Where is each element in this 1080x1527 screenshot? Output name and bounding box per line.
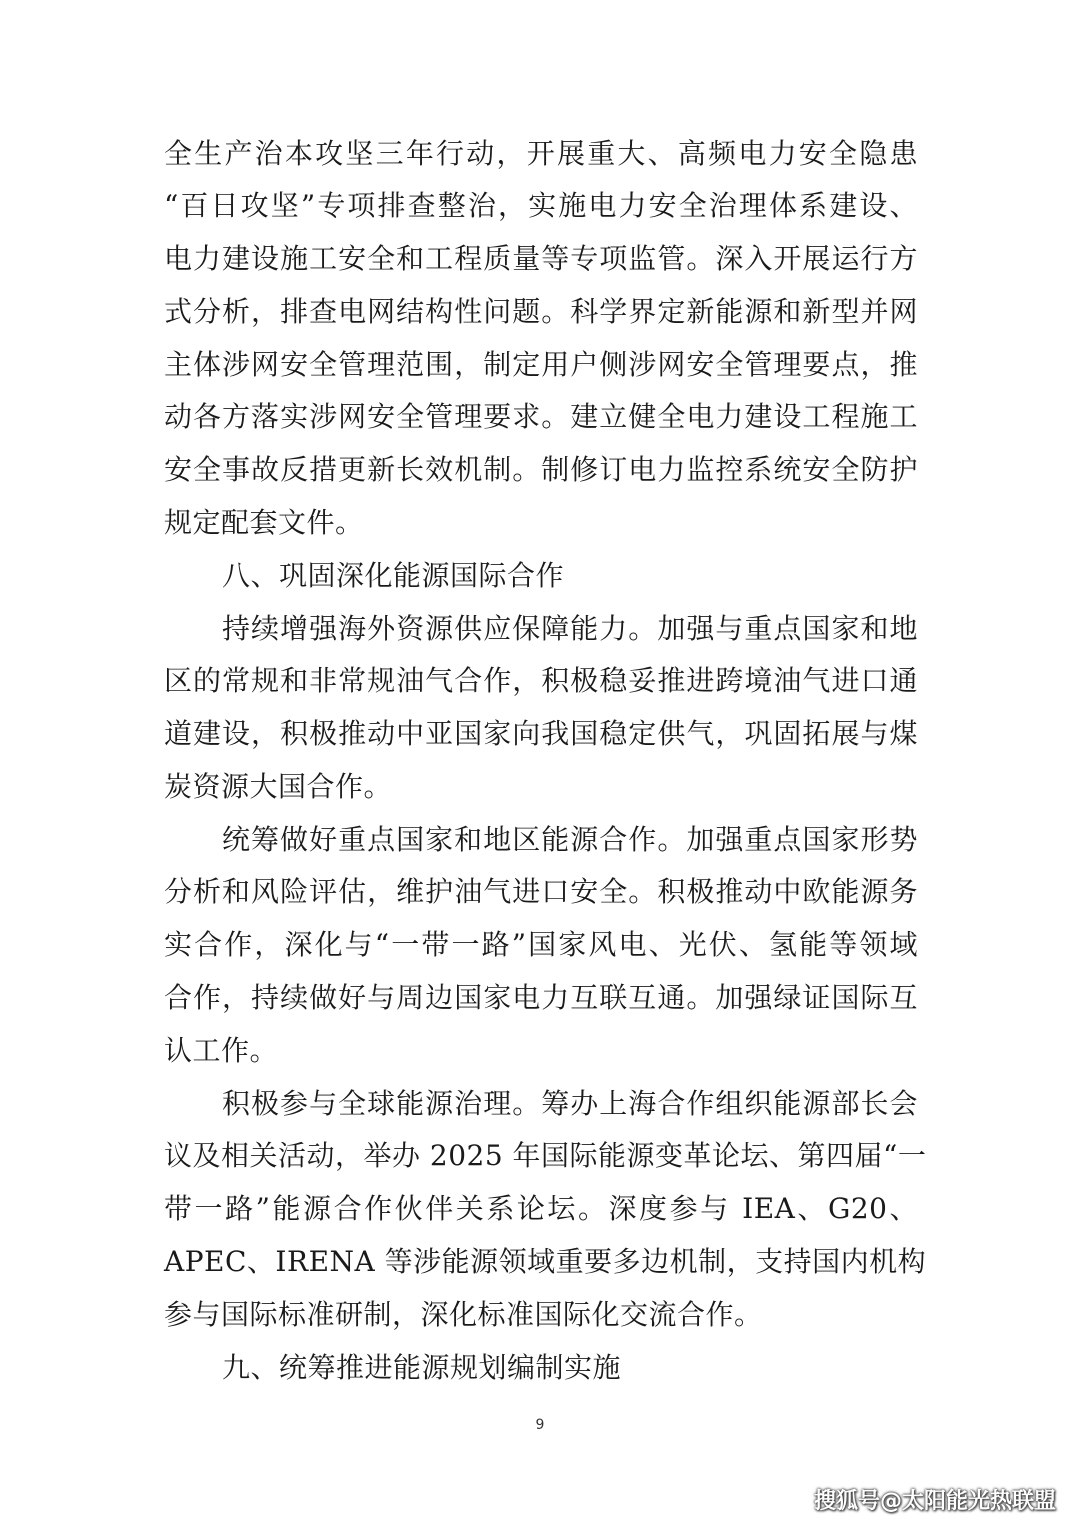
text-line: 合作，持续做好与周边国家电力互联互通。加强绿证国际互 <box>164 981 918 1014</box>
text-line: APEC、IRENA 等涉能源领域重要多边机制，支持国内机构 <box>164 1245 927 1278</box>
text-line: 议及相关活动，举办 2025 年国际能源变革论坛、第四届“一 <box>164 1139 927 1172</box>
text-line: 实合作，深化与“一带一路”国家风电、光伏、氢能等领域 <box>164 928 918 961</box>
text-line: 参与国际标准研制，深化标准国际化交流合作。 <box>164 1298 763 1331</box>
text-line: 带一路”能源合作伙伴关系论坛。深度参与 IEA、G20、 <box>164 1192 918 1225</box>
text-line: “百日攻坚”专项排查整治，实施电力安全治理体系建设、 <box>164 189 918 222</box>
paragraph-first-line: 积极参与全球能源治理。筹办上海合作组织能源部长会 <box>222 1087 918 1120</box>
source-watermark: 搜狐号@太阳能光热联盟 <box>813 1489 1056 1514</box>
text-line: 认工作。 <box>164 1034 279 1067</box>
text-line: 炭资源大国合作。 <box>164 770 393 803</box>
text-line: 式分析，排查电网结构性问题。科学界定新能源和新型并网 <box>164 295 918 328</box>
text-line: 道建设，积极推动中亚国家向我国稳定供气，巩固拓展与煤 <box>164 717 918 750</box>
text-line: 规定配套文件。 <box>164 506 364 539</box>
section-heading: 八、巩固深化能源国际合作 <box>222 559 565 592</box>
paragraph-first-line: 持续增强海外资源供应保障能力。加强与重点国家和地 <box>222 612 918 645</box>
text-line: 动各方落实涉网安全管理要求。建立健全电力建设工程施工 <box>164 400 918 433</box>
text-line: 安全事故反措更新长效机制。制修订电力监控系统安全防护 <box>164 453 918 486</box>
text-line: 全生产治本攻坚三年行动，开展重大、高频电力安全隐患 <box>164 137 918 170</box>
page-number: 9 <box>535 1417 545 1433</box>
text-line: 主体涉网安全管理范围，制定用户侧涉网安全管理要点，推 <box>164 348 918 381</box>
text-line: 分析和风险评估，维护油气进口安全。积极推动中欧能源务 <box>164 875 918 908</box>
paragraph-first-line: 统筹做好重点国家和地区能源合作。加强重点国家形势 <box>222 823 918 856</box>
section-heading: 九、统筹推进能源规划编制实施 <box>222 1351 622 1384</box>
text-line: 区的常规和非常规油气合作，积极稳妥推进跨境油气进口通 <box>164 664 918 697</box>
text-line: 电力建设施工安全和工程质量等专项监管。深入开展运行方 <box>164 242 918 275</box>
